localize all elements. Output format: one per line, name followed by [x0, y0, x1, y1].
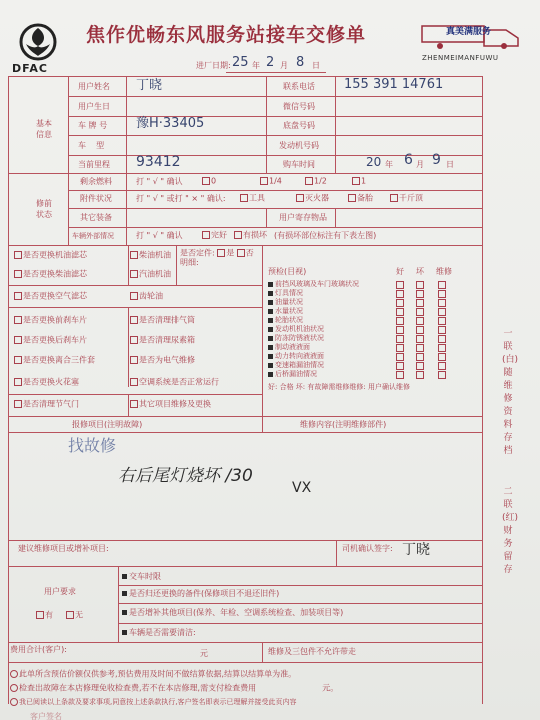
pre-check-item-label: 后桥漏油情况 [275, 370, 317, 378]
pre-check-checkbox[interactable] [438, 335, 446, 343]
driver-sign-label: 司机确认签字: [342, 544, 393, 553]
circle-bullet-icon [10, 698, 18, 706]
fuel-instruction: 打 " √ " 确认 [136, 177, 183, 186]
accessories-label: 附件状况 [80, 194, 112, 203]
checkbox-icon[interactable] [130, 356, 138, 364]
chassis-label: 底盘号码 [283, 121, 315, 130]
user-name-value[interactable]: 丁晓 [136, 78, 163, 93]
opt-clutch[interactable] [14, 356, 95, 365]
pre-check-item-label: 油量状况 [275, 298, 303, 306]
copy-label-char: 维 [503, 381, 513, 391]
fuel-option-2-label: 1/2 [314, 176, 327, 186]
checkbox-icon[interactable] [390, 194, 398, 202]
dongfeng-emblem-icon [18, 22, 58, 62]
checkbox-icon[interactable] [130, 336, 138, 344]
repair-col-left: 报修项目(注明故障) [72, 420, 143, 429]
logo-text: DFAC [12, 62, 48, 75]
other-equipment-label: 其它装备 [80, 213, 112, 222]
checkbox-icon[interactable] [130, 316, 138, 324]
pre-check-checkbox[interactable] [396, 362, 404, 370]
pre-check-checkbox[interactable] [416, 335, 424, 343]
pre-check-item [268, 371, 317, 378]
repair-col-right: 维修内容(注明维修部件) [300, 420, 387, 429]
opt-exhaust-label: 是否清理排气筒 [139, 315, 195, 325]
checkbox-icon[interactable] [14, 400, 22, 408]
check-diesel-filter-label: 是否更换柴油滤芯 [23, 269, 87, 279]
checkbox-icon[interactable] [352, 177, 360, 185]
opt-rear-brake[interactable] [14, 336, 87, 345]
pre-check-checkbox[interactable] [396, 290, 404, 298]
checkbox-icon[interactable] [296, 194, 304, 202]
fuel-option-0[interactable] [202, 177, 216, 186]
pre-check-item-label: 发动机机油状况 [275, 325, 324, 333]
pre-check-item-label: 动力转向液液面 [275, 352, 324, 360]
copy-two-label [502, 486, 519, 577]
entry-date-month: 2 [266, 55, 275, 70]
pre-check-item-label: 防冻防锈液状况 [275, 334, 324, 342]
badge-cn: 真美满服务 [446, 27, 492, 37]
pre-check-checkbox[interactable] [416, 326, 424, 334]
exterior-intact-label: 完好 [211, 230, 227, 240]
pre-check-col-bad: 坏 [416, 267, 424, 276]
checkbox-icon[interactable] [237, 249, 245, 257]
user-request-no[interactable] [66, 611, 83, 620]
diamond-bullet-icon [122, 610, 127, 615]
pre-check-checkbox[interactable] [416, 371, 424, 379]
buy-date-month-suffix: 月 [416, 160, 424, 169]
note-1-text: 此单所含预估价额仅供参考,预估费用及时间不做结算依据,结算以结算单为准。 [19, 669, 297, 679]
accessory-extinguisher-label: 灭火器 [305, 193, 329, 203]
pre-check-item-label: 制动液液面 [275, 343, 310, 351]
service-badge [420, 20, 524, 62]
checkbox-icon[interactable] [14, 378, 22, 386]
pre-check-col-repair: 维修 [436, 267, 452, 276]
copy-label-char: 档 [503, 446, 513, 456]
exterior-damaged-label: 有损坏 [243, 230, 267, 240]
accessory-tools-label: 工具 [249, 193, 265, 203]
request-deadline[interactable] [122, 573, 161, 581]
scheduled-part [180, 249, 254, 258]
entry-date-year: 25 [232, 55, 249, 70]
pre-check-item [268, 281, 359, 288]
buy-date-year-suffix: 年 [385, 160, 393, 169]
checkbox-icon[interactable] [14, 292, 22, 300]
badge-en: ZHENMEIMANFUWU [422, 54, 499, 62]
note-3 [10, 698, 296, 706]
note-2 [10, 684, 338, 693]
pre-check-item-label: 水量状况 [275, 307, 303, 315]
opt-electrical[interactable] [130, 356, 195, 365]
pre-check-checkbox[interactable] [396, 335, 404, 343]
opt-clutch-label: 是否更换离合三件套 [23, 355, 95, 365]
pre-check-item [268, 290, 303, 297]
repair-handwritten-mark[interactable]: VX [292, 480, 312, 496]
phone-label: 联系电话 [283, 82, 315, 91]
pre-check-item-label: 轮胎状况 [275, 316, 303, 324]
buy-date-year[interactable]: 20 [366, 155, 382, 169]
request-cleaning[interactable] [122, 629, 196, 637]
checkbox-icon[interactable] [130, 292, 138, 300]
square-bullet-icon [268, 327, 273, 332]
entry-date: 进厂日期: [196, 61, 231, 70]
copy-label-char: 务 [503, 539, 513, 549]
fuel-option-3[interactable] [352, 177, 366, 186]
opt-urea[interactable] [130, 336, 195, 345]
buy-date-day[interactable]: 9 [432, 152, 441, 168]
explain-label: 明细: [180, 258, 199, 267]
pre-check-checkbox[interactable] [416, 290, 424, 298]
copy-label-char: (白) [502, 355, 519, 365]
request-extra-items-label: 是否增补其他项目(保养、年检、空调系统检查、加装项目等) [129, 608, 344, 617]
square-bullet-icon [268, 318, 273, 323]
opt-front-brake[interactable] [14, 316, 87, 325]
accessory-jack-label: 千斤顶 [399, 193, 423, 203]
check-diesel-oil[interactable] [130, 251, 171, 260]
copy-label-char: 联 [503, 500, 513, 510]
check-air-filter-label: 是否更换空气滤芯 [23, 291, 87, 301]
pre-check-checkbox[interactable] [438, 344, 446, 352]
check-gasoline-oil-label: 汽油机油 [139, 269, 171, 279]
opt-front-brake-label: 是否更换前刹车片 [23, 315, 87, 325]
entry-date-day: 8 [296, 55, 305, 70]
checkbox-icon[interactable] [348, 194, 356, 202]
square-bullet-icon [268, 309, 273, 314]
repair-handwritten-left[interactable]: 找故修 [68, 436, 117, 455]
check-gear-oil[interactable] [130, 292, 163, 301]
pre-check-checkbox[interactable] [438, 308, 446, 316]
square-bullet-icon [268, 336, 273, 341]
basic-info-section-label: 基本信息 [36, 119, 52, 139]
note-3-text: 我已阅读以上条款及要求事项,同意按上述条款执行,客户签名即表示已理解并接受此页内容 [19, 698, 297, 706]
accessory-tools[interactable] [240, 194, 265, 203]
copy-label-char: 资 [503, 407, 513, 417]
pre-check-checkbox[interactable] [396, 353, 404, 361]
opt-ac-label: 空调系统是否正常运行 [139, 377, 219, 387]
diamond-bullet-icon [122, 574, 127, 579]
exterior-note: (有损坏部位标注有下表左图) [274, 231, 377, 240]
fuel-option-3-label: 1 [361, 176, 367, 186]
scheduled-yes-label: 是 [226, 248, 235, 258]
fee-unit: 元 [200, 649, 208, 658]
accessory-spare-tire-label: 备胎 [357, 193, 373, 203]
fuel-label: 剩余燃料 [80, 177, 112, 186]
checkbox-icon[interactable] [130, 251, 138, 259]
accessory-extinguisher[interactable] [296, 194, 329, 203]
accessories-instruction: 打 " √ " 或打 " × " 确认: [136, 194, 226, 203]
checkbox-icon[interactable] [14, 270, 22, 278]
opt-other[interactable] [130, 400, 211, 409]
mileage-label: 当前里程 [78, 160, 110, 169]
pre-check-checkbox[interactable] [396, 371, 404, 379]
plate-label: 车 牌 号 [78, 121, 108, 130]
fuel-option-2[interactable] [305, 177, 327, 186]
dfac-logo [12, 22, 58, 76]
copy-label-char: 财 [503, 526, 513, 536]
request-return-parts-label: 是否归还更换的备件(保修项目不退还旧件) [129, 589, 280, 598]
copy-label-char: 存 [503, 433, 513, 443]
copy-label-char: 料 [503, 420, 513, 430]
buy-date-day-suffix: 日 [446, 160, 454, 169]
request-deadline-label: 交车时限 [129, 572, 161, 581]
pre-check-item [268, 362, 324, 369]
checkbox-icon[interactable] [240, 194, 248, 202]
opt-ac[interactable] [130, 378, 219, 387]
circle-bullet-icon [10, 684, 18, 692]
exterior-damaged[interactable] [234, 231, 267, 240]
fuel-option-1[interactable] [260, 177, 282, 186]
square-bullet-icon [268, 282, 273, 287]
pre-check-checkbox[interactable] [416, 344, 424, 352]
checkbox-icon[interactable] [130, 270, 138, 278]
driver-sign-value[interactable]: 丁晓 [402, 542, 430, 558]
checkbox-icon[interactable] [66, 611, 74, 619]
pre-repair-section-label: 修前状态 [36, 199, 52, 219]
checkbox-icon[interactable] [14, 356, 22, 364]
pre-check-item-label: 灯具情况 [275, 289, 303, 297]
phone-value[interactable]: 155 391 14761 [344, 77, 444, 92]
copy-label-char: (红) [502, 513, 519, 523]
user-request-no-label: 无 [75, 610, 83, 620]
checkbox-icon[interactable] [36, 611, 44, 619]
pre-check-checkbox[interactable] [438, 317, 446, 325]
pre-check-checkbox[interactable] [438, 326, 446, 334]
note-2-text: 检查出故障在本店修理免收检查费,若不在本店修理,需支付检查费用 元。 [19, 683, 339, 693]
checkbox-icon[interactable] [130, 378, 138, 386]
square-bullet-icon [268, 300, 273, 305]
checkbox-icon[interactable] [130, 400, 138, 408]
form-title: 焦作优畅东风服务站接车交修单 [86, 24, 367, 46]
fee-label: 费用合计(客户): [10, 645, 67, 654]
mileage-value[interactable]: 93412 [136, 154, 181, 170]
copy-label-char: 一 [503, 329, 513, 339]
pre-check-checkbox[interactable] [396, 281, 404, 289]
opt-throttle-label: 是否清理节气门 [23, 399, 79, 409]
pre-check-checkbox[interactable] [396, 317, 404, 325]
accessory-jack[interactable] [390, 194, 423, 203]
checkbox-icon[interactable] [14, 251, 22, 259]
pre-check-item [268, 317, 303, 324]
pre-check-item [268, 299, 303, 306]
pre-check-item [268, 344, 310, 351]
warranty-note: 维修及三包件不允许带走 [268, 647, 356, 656]
opt-throttle[interactable] [14, 400, 79, 409]
engine-label: 发动机号码 [279, 141, 319, 150]
pre-check-checkbox[interactable] [438, 362, 446, 370]
copy-label-char: 联 [503, 342, 513, 352]
pre-check-checkbox[interactable] [396, 344, 404, 352]
copy-label-char: 存 [503, 565, 513, 575]
user-name-label: 用户姓名 [78, 82, 110, 91]
pre-check-item-label: 前挡风玻璃及车门玻璃状况 [275, 280, 359, 288]
request-extra-items[interactable] [122, 609, 343, 617]
checkbox-icon[interactable] [14, 336, 22, 344]
entry-date-day-label: 日 [312, 61, 320, 70]
entry-date-year-label: 年 [252, 61, 260, 70]
pre-check-checkbox[interactable] [438, 281, 446, 289]
copy-label-char: 随 [503, 368, 513, 378]
car-type-label: 车 型 [78, 141, 105, 150]
diamond-bullet-icon [122, 591, 127, 596]
fuel-option-0-label: 0 [211, 176, 217, 186]
pre-check-item [268, 353, 324, 360]
pre-check-item [268, 308, 303, 315]
pre-check-checkbox[interactable] [396, 326, 404, 334]
plate-value[interactable]: 豫H·33405 [136, 116, 205, 131]
buy-date-label: 购车时间 [283, 160, 315, 169]
checkbox-icon[interactable] [234, 231, 242, 239]
fuel-option-1-label: 1/4 [269, 176, 282, 186]
opt-rear-brake-label: 是否更换后刹车片 [23, 335, 87, 345]
exterior-intact[interactable] [202, 231, 227, 240]
wechat-label: 微信号码 [283, 102, 315, 111]
pre-check-checkbox[interactable] [416, 299, 424, 307]
checkbox-icon[interactable] [217, 249, 225, 257]
user-request-yes[interactable] [36, 611, 53, 620]
copy-label-char: 留 [503, 552, 513, 562]
pre-check-checkbox[interactable] [438, 299, 446, 307]
pre-check-checkbox[interactable] [396, 299, 404, 307]
user-request-label: 用户要求 [44, 587, 76, 596]
footer-sign-label: 客户签名 [30, 712, 62, 720]
pre-check-checkbox[interactable] [438, 371, 446, 379]
checkbox-icon[interactable] [305, 177, 313, 185]
pre-check-checkbox[interactable] [416, 353, 424, 361]
check-diesel-oil-label: 柴油机油 [139, 250, 171, 260]
entry-date-month-label: 月 [280, 61, 288, 70]
pre-check-item-label: 变速箱漏油情况 [275, 361, 324, 369]
diamond-bullet-icon [122, 630, 127, 635]
check-gasoline-oil[interactable] [130, 270, 171, 279]
square-bullet-icon [268, 363, 273, 368]
square-bullet-icon [268, 354, 273, 359]
buy-date-month[interactable]: 6 [404, 152, 413, 168]
scheduled-no-label: 否 [245, 248, 254, 258]
square-bullet-icon [268, 291, 273, 296]
birthday-label: 用户生日 [78, 102, 110, 111]
pre-check-checkbox[interactable] [438, 353, 446, 361]
checkbox-icon[interactable] [260, 177, 268, 185]
pre-check-item [268, 326, 324, 333]
pre-check-note: 好: 合格 坏: 有故障需维修维修: 用户确认维修 [268, 383, 410, 391]
request-cleaning-label: 车辆是否需要清洁: [129, 628, 196, 637]
pre-check-checkbox[interactable] [416, 317, 424, 325]
accessory-spare-tire[interactable] [348, 194, 373, 203]
checkbox-icon[interactable] [202, 177, 210, 185]
check-diesel-filter[interactable] [14, 270, 87, 279]
pre-check-checkbox[interactable] [396, 308, 404, 316]
circle-bullet-icon [10, 670, 18, 678]
request-return-parts[interactable] [122, 590, 279, 598]
copy-label-char: 修 [503, 394, 513, 404]
repair-handwritten-main[interactable]: 右后尾灯烧坏 /30 [118, 466, 253, 486]
opt-spark-plug-label: 是否更换火花塞 [23, 377, 79, 387]
copy-one-label [502, 328, 519, 458]
opt-electrical-label: 是否为电气维修 [139, 355, 195, 365]
copy-label-char: 二 [503, 487, 513, 497]
user-request-yes-label: 有 [45, 610, 53, 620]
pre-check-checkbox[interactable] [416, 308, 424, 316]
checkbox-icon[interactable] [14, 316, 22, 324]
opt-exhaust[interactable] [130, 316, 195, 325]
suggest-label: 建议维修项目或增补项目: [18, 544, 109, 553]
note-1 [10, 670, 296, 679]
square-bullet-icon [268, 345, 273, 350]
stored-items-label: 用户寄存物品 [279, 213, 327, 222]
opt-other-label: 其它项目维修及更换 [139, 399, 211, 409]
check-gear-oil-label: 齿轮油 [139, 291, 163, 301]
scheduled-label: 是否定件: [180, 248, 215, 258]
opt-spark-plug[interactable] [14, 378, 79, 387]
exterior-label: 车辆外部情况 [72, 232, 114, 240]
pre-check-col-good: 好 [396, 267, 404, 276]
checkbox-icon[interactable] [202, 231, 210, 239]
exterior-instruction: 打 " √ " 确认 [136, 231, 183, 240]
pre-check-checkbox[interactable] [438, 290, 446, 298]
pre-check-checkbox[interactable] [416, 281, 424, 289]
pre-check-checkbox[interactable] [416, 362, 424, 370]
pre-check-title: 预检(目视) [268, 267, 307, 276]
check-oil-filter-label: 是否更换机油滤芯 [23, 250, 87, 260]
pre-check-item [268, 335, 324, 342]
square-bullet-icon [268, 372, 273, 377]
check-oil-filter[interactable] [14, 251, 87, 260]
check-air-filter[interactable] [14, 292, 87, 301]
opt-urea-label: 是否清理尿素箱 [139, 335, 195, 345]
